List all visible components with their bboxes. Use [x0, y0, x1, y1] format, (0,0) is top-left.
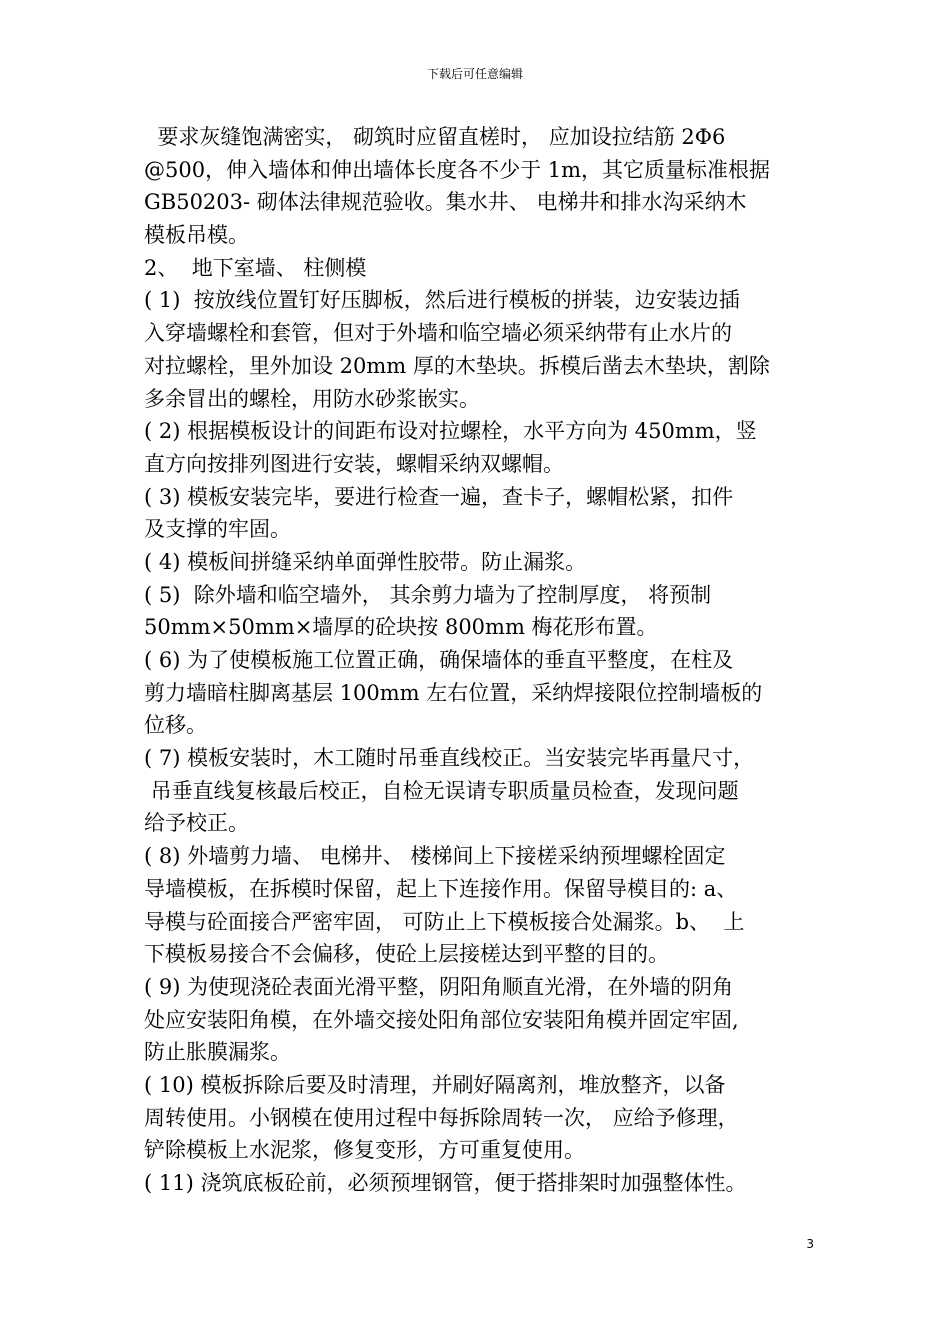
text-line: 对拉螺栓，里外加设 20mm 厚的木垫块。拆模后凿去木垫块，割除	[144, 353, 770, 378]
text-line: ( 3) 模板安装完毕，要进行检查一遍，查卡子，螺帽松紧，扣件	[144, 484, 734, 509]
text-line: ( 4) 模板间拼缝采纳单面弹性胶带。防止漏浆。	[144, 549, 587, 574]
text-line: 处应安装阳角模，在外墙交接处阳角部位安装阳角模并固定牢固,	[144, 1007, 739, 1032]
text-line: 周转使用。小钢模在使用过程中每拆除周转一次， 应给予修理，	[144, 1105, 739, 1130]
text-line: ( 6) 为了使模板施工位置正确，确保墙体的垂直平整度，在柱及	[144, 648, 734, 672]
text-line: 直方向按排列图进行安装，螺帽采纳双螺帽。	[144, 451, 564, 476]
page-number: 3	[806, 1237, 814, 1251]
body-text	[144, 121, 816, 1200]
page-header: 下载后可任意编辑	[426, 67, 523, 81]
text-line: GB50203- 砌体法律规范验收。集水井、 电梯井和排水沟采纳木	[144, 190, 747, 215]
text-line: 导模与砼面接合严密牢固， 可防止上下模板接合处漏浆。b、 上	[144, 909, 745, 934]
text-line: ( 8) 外墙剪力墙、 电梯井、 楼梯间上下接槎采纳预埋螺栓固定	[144, 844, 726, 869]
text-line: ( 9) 为使现浇砼表面光滑平整，阴阳角顺直光滑，在外墙的阴角	[144, 974, 734, 999]
text-line: 模板吊模。	[144, 223, 249, 248]
text-line: 位移。	[144, 713, 207, 738]
text-line: 给予校正。	[144, 811, 249, 836]
text-line: 剪力墙暗柱脚离基层 100mm 左右位置，采纳焊接限位控制墙板的	[144, 680, 763, 705]
text-line: 入穿墙螺栓和套管，但对于外墙和临空墙必须采纳带有止水片的	[144, 321, 732, 346]
text-line: 50mm×50mm×墙厚的砼块按 800mm 梅花形布置。	[144, 615, 658, 640]
text-line: 吊垂直线复核最后校正，自检无误请专职质量员检查，发现问题	[144, 778, 739, 803]
text-line: ( 11) 浇筑底板砼前，必须预埋钢管，便于搭排架时加强整体性。	[144, 1171, 747, 1195]
text-line: ( 1) 按放线位置钉好压脚板，然后进行模板的拼装，边安装边插	[144, 288, 740, 313]
text-line: 多余冒出的螺栓，用防水砂浆嵌实。	[144, 386, 480, 411]
text-line: 防止胀膜漏浆。	[144, 1040, 291, 1065]
text-line: 导墙模板，在拆模时保留，起上下连接作用。保留导模目的: a、	[144, 876, 738, 901]
text-line: ( 5) 除外墙和临空墙外， 其余剪力墙为了控制厚度， 将预制	[144, 582, 712, 607]
section-heading: 2、 地下室墙、 柱侧模	[144, 255, 367, 280]
text-line: ( 2) 根据模板设计的间距布设对拉螺栓，水平方向为 450mm，竖	[144, 419, 757, 444]
text-line: ( 7) 模板安装时，木工随时吊垂直线校正。当安装完毕再量尺寸，	[144, 746, 755, 771]
text-line: ( 10) 模板拆除后要及时清理，并刷好隔离剂，堆放整齐，以备	[144, 1072, 726, 1097]
text-line: 及支撑的牢固。	[144, 517, 291, 542]
text-line: @500，伸入墙体和伸出墙体长度各不少于 1m，其它质量标准根据	[144, 157, 771, 182]
text-line: 铲除模板上水泥浆，修复变形，方可重复使用。	[144, 1138, 585, 1163]
text-line: 下模板易接合不会偏移，使砼上层接槎达到平整的目的。	[144, 942, 669, 967]
text-line: 要求灰缝饱满密实， 砌筑时应留直槎时， 应加设拉结筋 2Φ6	[144, 125, 726, 149]
